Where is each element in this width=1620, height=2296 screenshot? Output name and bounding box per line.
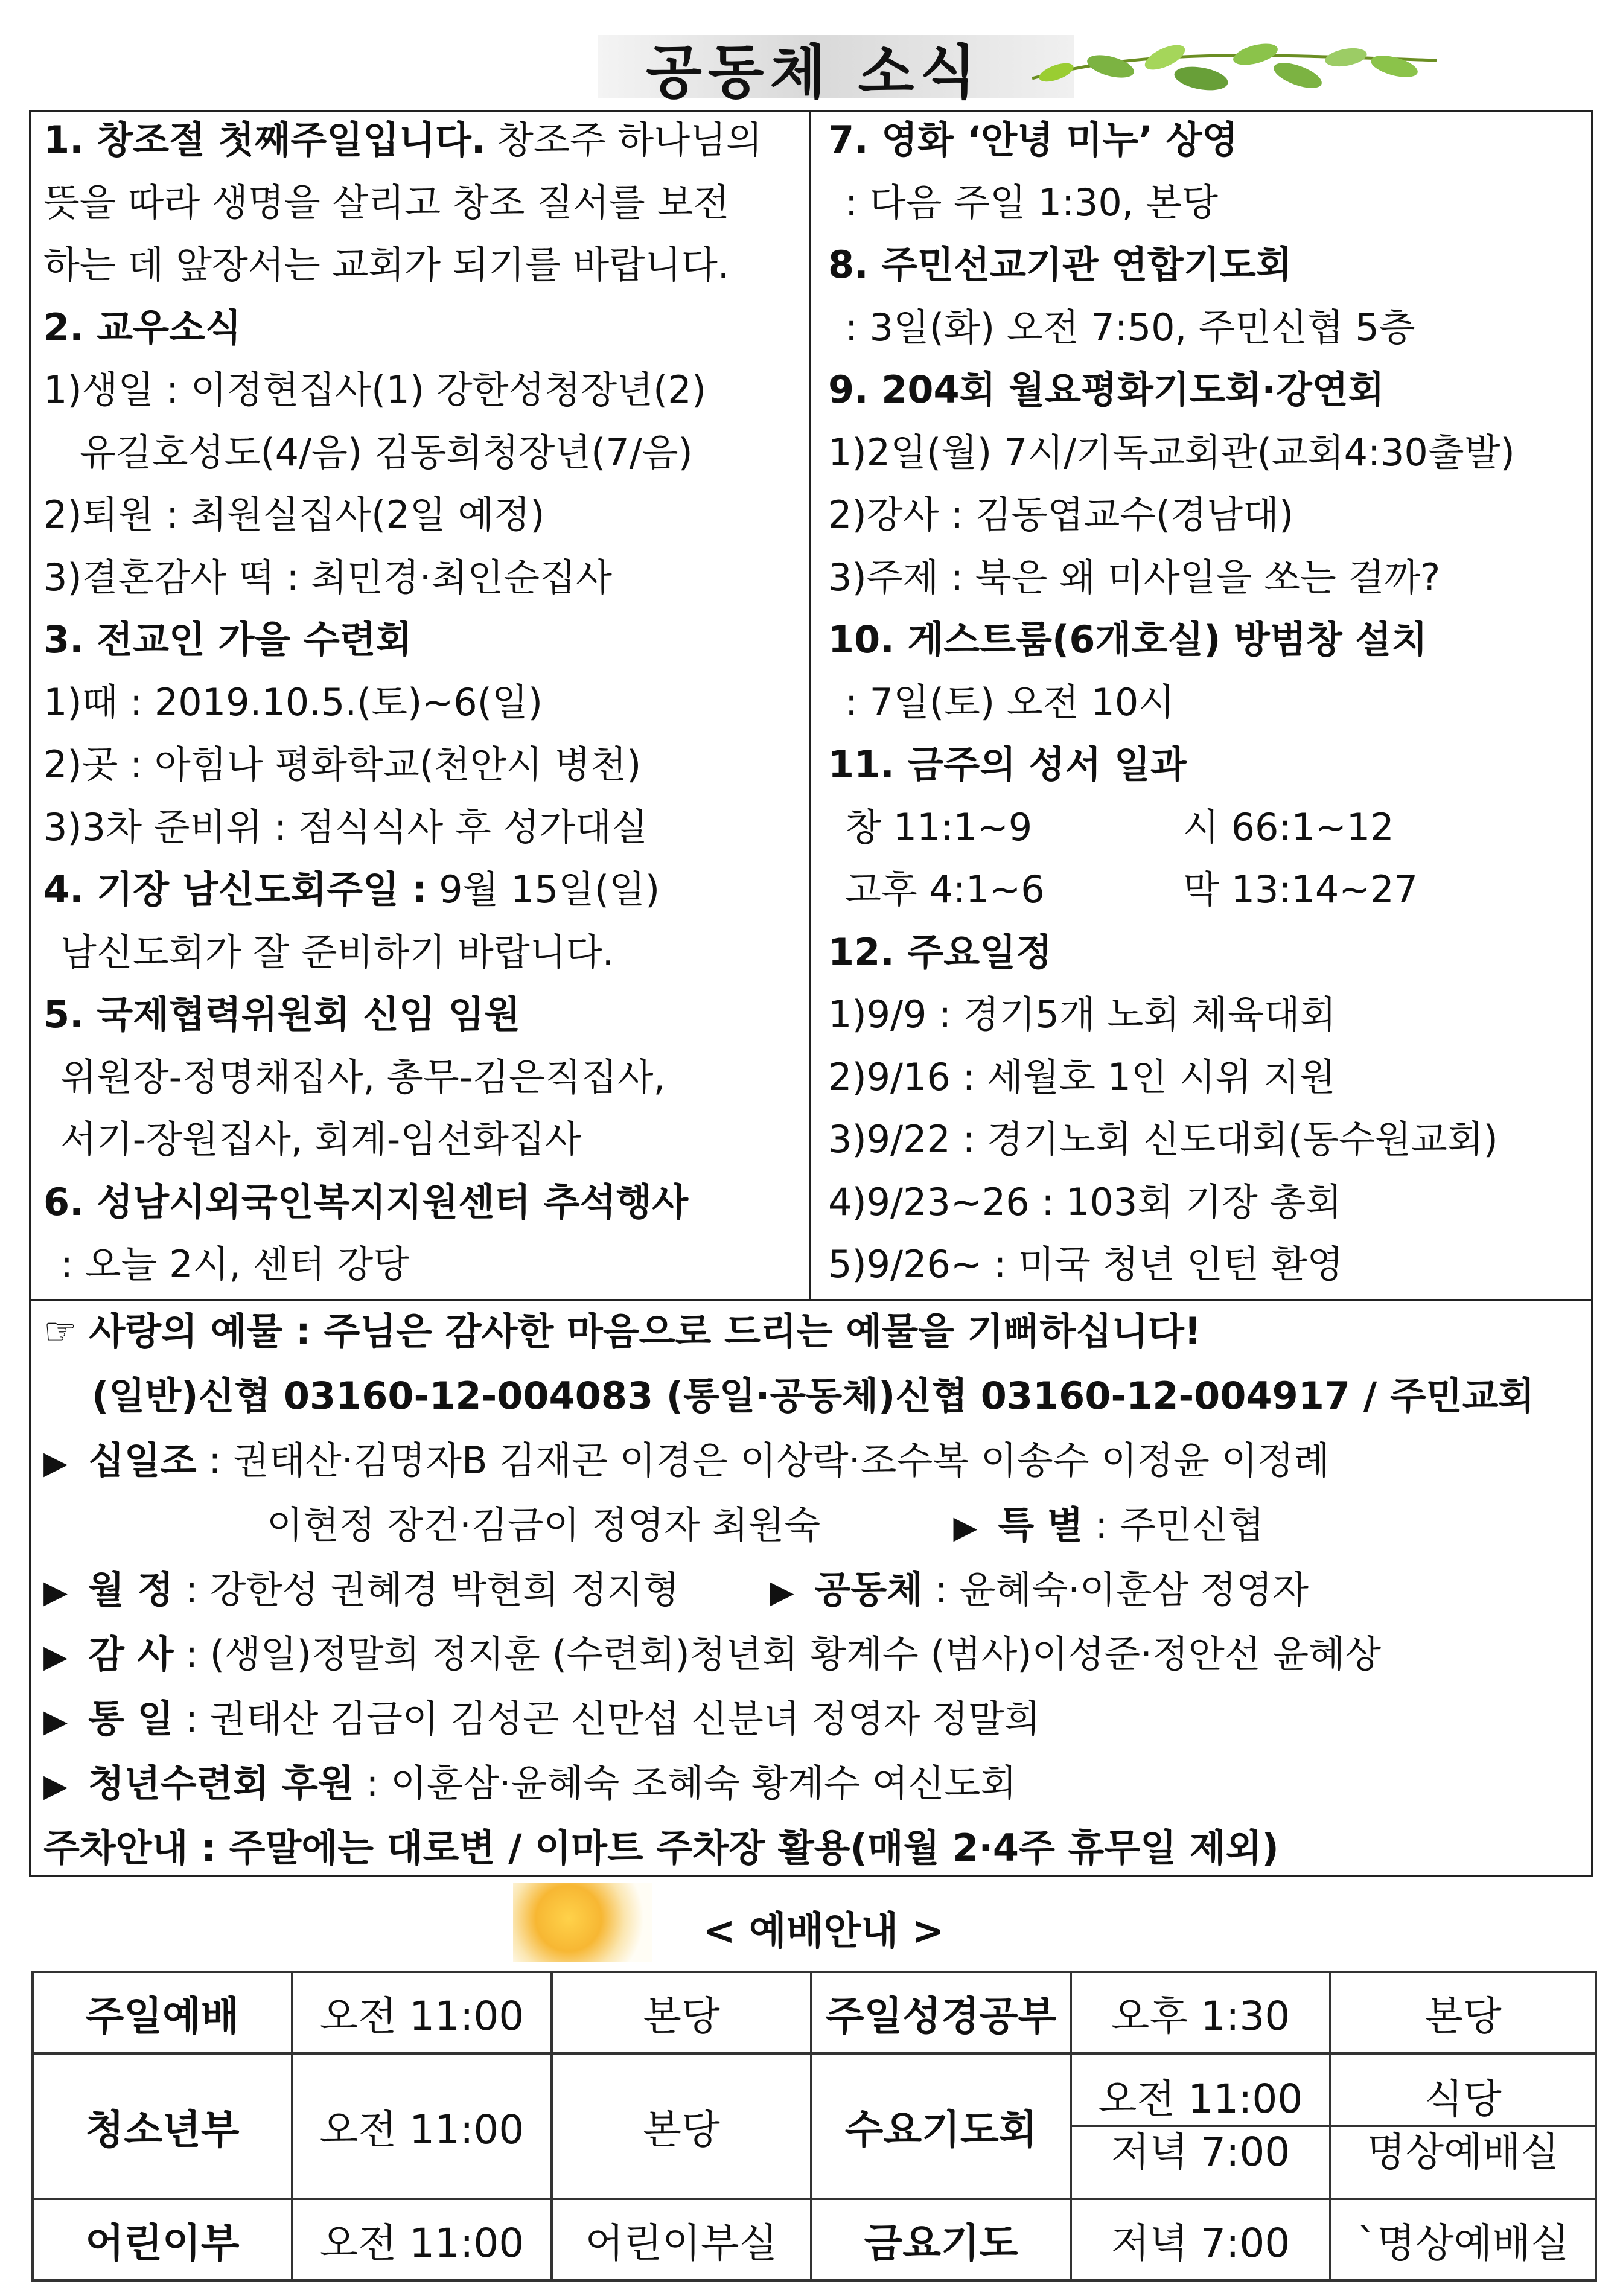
- news-line: 2)강사 : 김동엽교수(경남대): [828, 493, 1294, 537]
- news-line: : 오늘 2시, 센터 강당: [60, 1242, 410, 1286]
- news-heading: 9. 204회 월요평화기도회·강연회: [828, 368, 1385, 412]
- place-slot: 식당: [1331, 2074, 1595, 2127]
- bank-account-line: (일반)신협 03160-12-004083 (통일·공동체)신협 03160-12-004917 / 주민교회: [92, 1374, 1535, 1418]
- worship-title: < 예배안내 >: [703, 1909, 945, 1954]
- table-cell: `명상예배실: [1330, 2199, 1596, 2280]
- flower-decoration-icon: [513, 1883, 652, 1962]
- news-line: 1)2일(월) 7시/기독교회관(교회4:30출발): [828, 430, 1515, 474]
- unity-line: ▶ 통 일 : 권태산 김금이 김성곤 신만섭 신분녀 정영자 정말희: [43, 1686, 1589, 1751]
- news-line: 2)퇴원 : 최원실집사(2일 예정): [43, 493, 545, 537]
- tithe-line-2: 이현정 장건·김금이 정영자 최원숙 ▶ 특 별 : 주민신협: [43, 1493, 1589, 1557]
- table-cell: 주일예배: [33, 1972, 292, 2053]
- news-heading: 7. 영화 ‘안녕 미누’ 상영: [828, 118, 1239, 162]
- news-heading: 3. 전교인 가을 수련회: [43, 617, 412, 662]
- table-cell: 수요기도회: [811, 2053, 1071, 2198]
- news-heading: 5. 국제협력위원회 신임 임원: [43, 992, 521, 1036]
- table-cell: 본당: [552, 1972, 811, 2053]
- triangle-bullet-icon: ▶: [43, 1445, 68, 1481]
- left-news-column: [43, 109, 804, 1296]
- news-line: 서기-장원집사, 회계-임선화집사: [60, 1117, 581, 1161]
- table-cell: 오후 1:30: [1071, 1972, 1330, 2053]
- triangle-bullet-icon: ▶: [43, 1639, 68, 1675]
- table-cell: 어린이부: [33, 2199, 292, 2280]
- page-title: 공동체 소식: [646, 39, 983, 106]
- table-cell: 본당: [1330, 1972, 1596, 2053]
- time-slot: 저녁 7:00: [1111, 2129, 1290, 2176]
- table-cell: 어린이부실: [552, 2199, 811, 2280]
- worship-table: [31, 1971, 1597, 2282]
- news-line: 1)때 : 2019.10.5.(토)~6(일): [43, 680, 543, 724]
- lectionary-heading: 11. 금주의 성서 일과: [828, 742, 1187, 786]
- news-line: 3)3차 준비위 : 점식식사 후 성가대실: [43, 805, 648, 849]
- parking-notice: 주차안내 : 주말에는 대로변 / 이마트 주차장 활용(매월 2·4주 휴무일 제외): [43, 1826, 1279, 1870]
- table-row: [33, 1972, 1596, 2053]
- right-news-column: [828, 109, 1583, 1296]
- table-cell-split: [1330, 2053, 1596, 2198]
- table-cell: 주일성경공부: [811, 1972, 1071, 2053]
- news-line: 4. 기장 남신도회주일 : 9월 15일(일): [43, 867, 660, 911]
- triangle-bullet-icon: ▶: [953, 1510, 978, 1546]
- schedule-item: 5)9/26~ : 미국 청년 인턴 환영: [828, 1242, 1344, 1286]
- news-line: : 3일(화) 오전 7:50, 주민신협 5층: [845, 305, 1415, 349]
- schedule-item: 4)9/23~26 : 103회 기장 총회: [828, 1179, 1342, 1224]
- news-heading: 2. 교우소식: [43, 305, 241, 349]
- triangle-bullet-icon: ▶: [43, 1768, 68, 1804]
- worship-heading: [513, 1883, 1056, 1962]
- monthly-line: ▶ 월 정 : 강한성 권혜경 박현희 정지형 ▶ 공동체 : 윤혜숙·이훈삼 정영자: [43, 1557, 1589, 1622]
- news-line: 뜻을 따라 생명을 살리고 창조 질서를 보전: [43, 180, 730, 225]
- news-line: 위원장-정명채집사, 총무-김은직집사,: [60, 1054, 666, 1099]
- schedule-item: 3)9/22 : 경기노회 신도대회(동수원교회): [828, 1117, 1498, 1161]
- news-line: 하는 데 앞장서는 교회가 되기를 바랍니다.: [43, 243, 730, 287]
- lectionary-row: 창 11:1~9 시 66:1~12: [845, 805, 1394, 849]
- table-cell: 저녁 7:00: [1071, 2199, 1330, 2280]
- news-line: 남신도회가 잘 준비하기 바랍니다.: [60, 930, 614, 974]
- news-line: 유길호성도(4/음) 김동희청장년(7/음): [80, 430, 693, 474]
- table-cell: 오전 11:00: [292, 2053, 552, 2198]
- table-row: [33, 2053, 1596, 2198]
- table-cell: 오전 11:00: [292, 2199, 552, 2280]
- table-cell: 본당: [552, 2053, 811, 2198]
- news-line: 1. 창조절 첫째주일입니다. 창조주 하나님의: [43, 118, 763, 162]
- schedule-item: 1)9/9 : 경기5개 노회 체육대회: [828, 992, 1336, 1036]
- triangle-bullet-icon: ▶: [770, 1574, 794, 1610]
- news-heading: 6. 성남시외국인복지지원센터 추석행사: [43, 1179, 689, 1224]
- news-line: 3)결혼감사 떡 : 최민경·최인순집사: [43, 555, 612, 599]
- tithe-line: ▶ 십일조 : 권태산·김명자B 김재곤 이경은 이상락·조수복 이송수 이정윤 이정례: [43, 1428, 1589, 1493]
- triangle-bullet-icon: ▶: [43, 1703, 68, 1740]
- schedule-heading: 12. 주요일정: [828, 930, 1052, 974]
- title-area: [598, 18, 1443, 109]
- table-cell-split: [1071, 2053, 1330, 2198]
- offering-section: [43, 1299, 1589, 1880]
- table-cell: 오전 11:00: [292, 1972, 552, 2053]
- leaf-decoration-icon: [1020, 24, 1443, 109]
- triangle-bullet-icon: ▶: [43, 1574, 68, 1610]
- news-line: 3)주제 : 북은 왜 미사일을 쏘는 걸까?: [828, 555, 1441, 599]
- news-line: 1)생일 : 이정현집사(1) 강한성청장년(2): [43, 368, 706, 412]
- news-heading: 10. 게스트룸(6개호실) 방범창 설치: [828, 617, 1428, 662]
- pointing-hand-icon: ☞: [43, 1309, 77, 1353]
- table-cell: 청소년부: [33, 2053, 292, 2198]
- thanks-line: ▶ 감 사 : (생일)정말희 정지훈 (수련회)청년회 황계수 (범사)이성준·정안선 윤혜상: [43, 1622, 1589, 1686]
- table-row: [33, 2199, 1596, 2280]
- time-slot: 오전 11:00: [1072, 2074, 1329, 2127]
- table-cell: 금요기도: [811, 2199, 1071, 2280]
- place-slot: 명상예배실: [1366, 2129, 1560, 2176]
- news-line: 2)곳 : 아힘나 평화학교(천안시 병천): [43, 742, 642, 786]
- offering-intro: ☞ 사랑의 예물 : 주님은 감사한 마음으로 드리는 예물을 기뻐하십니다!: [43, 1309, 1202, 1353]
- lectionary-row: 고후 4:1~6 막 13:14~27: [845, 867, 1418, 911]
- column-divider: [809, 110, 811, 1301]
- youth-line: ▶ 청년수련회 후원 : 이훈삼·윤혜숙 조혜숙 황계수 여신도회: [43, 1751, 1589, 1816]
- news-line: : 다음 주일 1:30, 본당: [845, 180, 1219, 225]
- news-line: : 7일(토) 오전 10시: [845, 680, 1175, 724]
- news-heading: 8. 주민선교기관 연합기도회: [828, 243, 1292, 287]
- schedule-item: 2)9/16 : 세월호 1인 시위 지원: [828, 1054, 1336, 1099]
